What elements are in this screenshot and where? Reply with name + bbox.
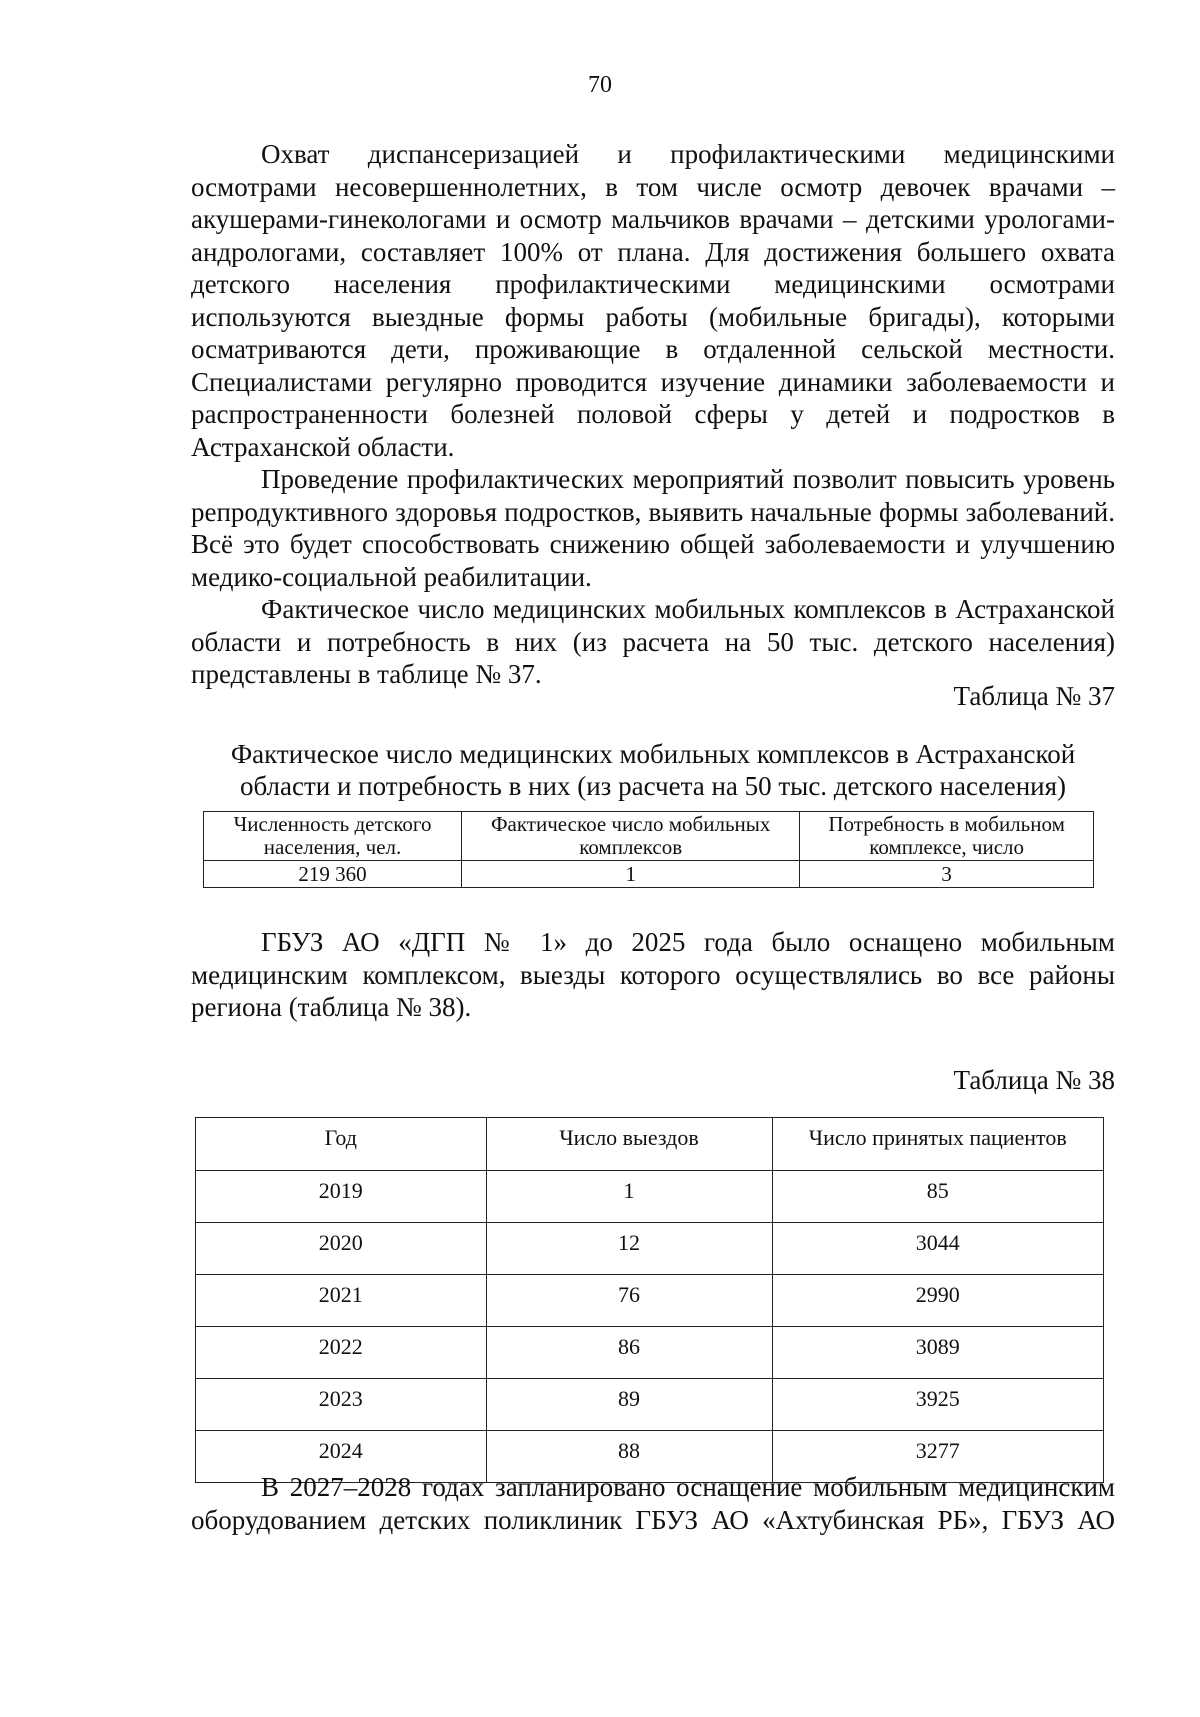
table-header-cell: Потребность в мобильном комплексе, число [800, 812, 1094, 861]
table-row [196, 1379, 1104, 1431]
text-after-table-37 [191, 926, 1115, 1024]
table-37-title-line: Фактическое число медицинских мобильных комплексов в Астраханской [230, 739, 1076, 769]
table-header-cell: Год [196, 1118, 487, 1171]
table-header-cell: Фактическое число мобильных комплексов [462, 812, 800, 861]
table-cell: 86 [486, 1327, 772, 1379]
table-cell: 219 360 [204, 861, 462, 888]
table-cell: 3044 [772, 1223, 1103, 1275]
table-cell: 3089 [772, 1327, 1103, 1379]
table-row [196, 1171, 1104, 1223]
paragraph: ГБУЗ АО «ДГП № 1» до 2025 года было оснащено мобильным медицинским комплексом, выезды которого осуществлялись во все районы региона (таблица № 38). [191, 927, 1115, 1022]
table-cell: 2020 [196, 1223, 487, 1275]
table-cell: 2021 [196, 1275, 487, 1327]
paragraph: Проведение профилактических мероприятий позволит повысить уровень репродуктивного здоровья подростков, выявить начальные формы заболеваний. Всё это будет способствовать снижению общей заболеваемости и улучшению медико-социальной реабилитации. [191, 464, 1115, 592]
table-header-cell: Число принятых пациентов [772, 1118, 1103, 1171]
table-38-label: Таблица № 38 [953, 1065, 1115, 1095]
table-cell: 2024 [196, 1431, 487, 1483]
table-cell: 3 [800, 861, 1094, 888]
table-cell: 85 [772, 1171, 1103, 1223]
table-cell: 89 [486, 1379, 772, 1431]
table-37-label: Таблица № 37 [953, 681, 1115, 711]
table-cell: 2019 [196, 1171, 487, 1223]
table-38 [195, 1117, 1104, 1483]
table-header-cell: Численность детского населения, чел. [204, 812, 462, 861]
table-header-cell: Число выездов [486, 1118, 772, 1171]
table-cell: 3925 [772, 1379, 1103, 1431]
paragraph: Охват диспансеризацией и профилактическими медицинскими осмотрами несовершеннолетних, в том числе осмотр девочек врачами – акушерами-гинекологами и осмотр мальчиков врачами – детскими урологами-андрологами, составляет 100% от плана. Для достижения большего охвата детского населения профилактическими медицинскими осмотрами используются выездные формы работы (мобильные бригады), которыми осматриваются дети, проживающие в отдаленной сельской местности. Специалистами регулярно проводится изучение динамики заболеваемости и распространенности болезней половой сферы у детей и подростков в Астраханской области. [191, 139, 1115, 462]
table-37 [203, 811, 1094, 888]
final-text [191, 1471, 1115, 1536]
table-cell: 2022 [196, 1327, 487, 1379]
table-header-row [196, 1118, 1104, 1171]
table-cell: 3277 [772, 1431, 1103, 1483]
paragraph: Фактическое число медицинских мобильных комплексов в Астраханской области и потребность в них (из расчета на 50 тыс. детского населения) представлены в таблице № 37. [191, 594, 1115, 689]
table-cell: 1 [486, 1171, 772, 1223]
table-cell: 2023 [196, 1379, 487, 1431]
table-cell: 12 [486, 1223, 772, 1275]
table-row [196, 1327, 1104, 1379]
table-row [196, 1275, 1104, 1327]
table-cell: 76 [486, 1275, 772, 1327]
page-number: 70 [588, 72, 612, 98]
table-row [196, 1223, 1104, 1275]
table-37-title-line: области и потребность в них (из расчета на 50 тыс. детского населения) [239, 771, 1067, 801]
table-row [204, 861, 1094, 888]
table-header-row [204, 812, 1094, 861]
intro-text [191, 138, 1115, 691]
table-cell: 2990 [772, 1275, 1103, 1327]
paragraph: В 2027–2028 годах запланировано оснащение мобильным медицинским оборудованием детских поликлиник ГБУЗ АО «Ахтубинская РБ», ГБУЗ АО [191, 1472, 1115, 1535]
table-cell: 1 [462, 861, 800, 888]
table-37-title [191, 738, 1115, 802]
table-cell: 88 [486, 1431, 772, 1483]
